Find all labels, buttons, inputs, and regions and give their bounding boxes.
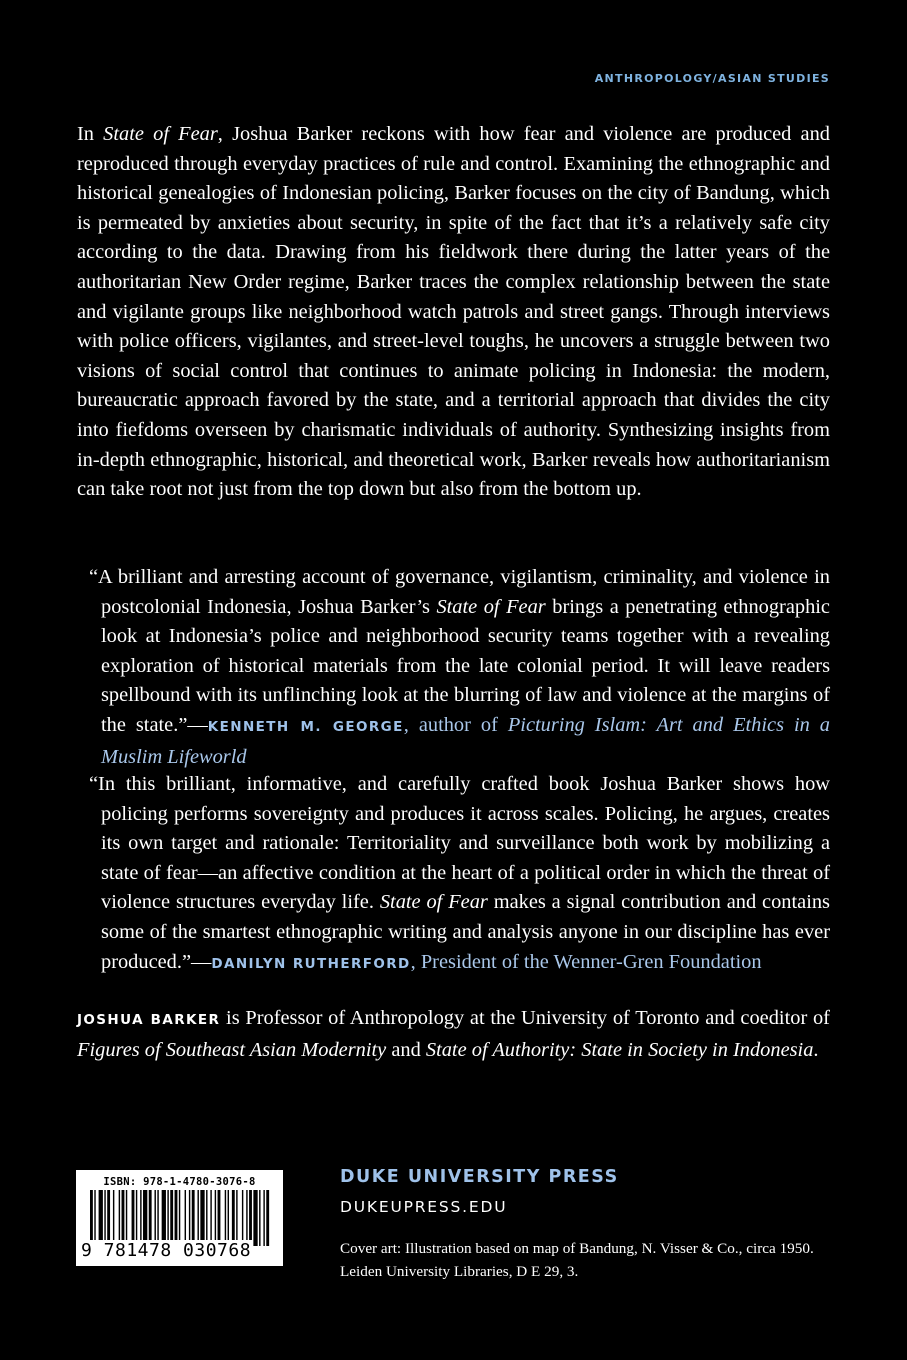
barcode-bar bbox=[246, 1190, 247, 1246]
barcode-bar bbox=[218, 1190, 221, 1246]
barcode-bar bbox=[104, 1190, 105, 1246]
book-description bbox=[77, 120, 830, 505]
barcode-bar bbox=[113, 1190, 114, 1246]
barcode-bar bbox=[192, 1190, 195, 1246]
praise2-text-b: makes a signal contribution and contains some of the smartest ethnographic writing and analysis anyone in our discipline has ever produced.”— bbox=[101, 891, 830, 973]
bio-author-name: JOSHUA BARKER bbox=[77, 1012, 221, 1028]
barcode-bar bbox=[236, 1190, 237, 1246]
cover-art-credit: Cover art: Illustration based on map of Bandung, N. Visser & Co., circa 1950. Leiden University Libraries, D E 29, 3. bbox=[340, 1240, 814, 1280]
barcode-bar bbox=[126, 1190, 127, 1246]
description-title: State of Fear bbox=[103, 123, 218, 145]
barcode-bar bbox=[189, 1190, 190, 1246]
barcode-bar bbox=[143, 1190, 147, 1246]
barcode-bar bbox=[253, 1190, 257, 1246]
barcode-bar bbox=[215, 1190, 216, 1246]
barcode-bar bbox=[259, 1190, 260, 1246]
praise-quote-george bbox=[77, 563, 830, 772]
barcode-bar bbox=[232, 1190, 235, 1246]
barcode-bar bbox=[179, 1190, 180, 1246]
barcode-bar bbox=[249, 1190, 252, 1246]
isbn-digits: 9 781478 030768 bbox=[81, 1240, 252, 1261]
praise-quote-rutherford bbox=[77, 770, 830, 979]
barcode-bar bbox=[149, 1190, 152, 1246]
barcode-bar bbox=[90, 1190, 93, 1246]
praise2-author-name: DANILYN RUTHERFORD bbox=[211, 955, 411, 972]
barcode-bars bbox=[90, 1190, 272, 1246]
barcode-bar bbox=[122, 1190, 125, 1246]
bio-text-c: . bbox=[813, 1038, 819, 1061]
bio-text-a: is Professor of Anthropology at the University of Toronto and coeditor of bbox=[220, 1007, 830, 1029]
barcode-bar bbox=[132, 1190, 135, 1246]
praise1-affiliation: , author of Picturing Islam: Art and Ethics in a Muslim Lifeworld bbox=[101, 713, 831, 768]
barcode-bar bbox=[197, 1190, 198, 1246]
bio-title-1: Figures of Southeast Asian Modernity bbox=[77, 1038, 387, 1061]
barcode-bar bbox=[99, 1190, 103, 1246]
praise1-text-b: brings a penetrating ethnographic look at Indonesia’s police and neighborhood security teams together with a revealing exploration of historical materials from the late colonial period. It will leave readers spellbound with its unflinching look at the blurring of law and violence at the margins of the state.”— bbox=[101, 595, 830, 736]
barcode-bar bbox=[162, 1190, 166, 1246]
barcode-bar bbox=[107, 1190, 110, 1246]
praise2-affiliation: , President of the Wenner-Gren Foundation bbox=[410, 950, 762, 973]
barcode-bar bbox=[206, 1190, 207, 1246]
praise1-title: State of Fear bbox=[436, 595, 546, 618]
barcode-bar bbox=[242, 1190, 243, 1246]
barcode-bar bbox=[175, 1190, 178, 1246]
barcode-bar bbox=[167, 1190, 168, 1246]
barcode-bar bbox=[136, 1190, 137, 1246]
description-intro: In bbox=[77, 123, 104, 145]
barcode-bar bbox=[140, 1190, 141, 1246]
description-body: , Joshua Barker reckons with how fear and violence are produced and reproduced through everyday practices of rule and control. Examining the ethnographic and historical genealogies of Indonesian policing, Barker focuses on the city of Bandung, which is permeated by anxieties about security, in spite of the fact that it’s a relatively safe city according to the data. Drawing from his fieldwork there during the latter years of the authoritarian New Order regime, Barker traces the complex relationship between the state and vigilante groups like neighborhood watch patrols and street gangs. Through interviews with police officers, vigilantes, and street-level toughs, he uncovers a struggle between two visions of social control that continues to animate policing in Indonesia: the modern, bureaucratic approach favored by the state, and a territorial approach that divides the city into fiefdoms overseen by charismatic individuals of authority. Synthesizing insights from in-depth ethnographic, historical, and theoretical work, Barker reveals how authoritarianism can take root not just from the top down but also from the bottom up. bbox=[77, 123, 830, 501]
barcode-bar bbox=[225, 1190, 226, 1246]
barcode-bar bbox=[266, 1190, 269, 1246]
category-label: ANTHROPOLOGY/ASIAN STUDIES bbox=[594, 72, 830, 85]
publisher-name: DUKE UNIVERSITY PRESS bbox=[340, 1167, 619, 1187]
barcode-bar bbox=[154, 1190, 155, 1246]
barcode-bar bbox=[119, 1190, 120, 1246]
praise1-text-a: “A brilliant and arresting account of governance, vigilantism, criminality, and violence in postcolonial Indonesia, Joshua Barker’s bbox=[89, 566, 830, 618]
praise1-author-name: KENNETH M. GEORGE bbox=[207, 718, 404, 735]
isbn-barcode bbox=[76, 1170, 283, 1266]
praise2-text-a: “In this brilliant, informative, and carefully crafted book Joshua Barker shows how policing performs sovereignty and produces it across scales. Policing, he argues, creates its own target and rationale: Territoriality and surveillance both work by mobilizing a state of fear—an affective condition at the heart of a political order in which the threat of violence structures everyday life. bbox=[89, 773, 830, 914]
barcode-bar bbox=[210, 1190, 211, 1246]
praise2-title: State of Fear bbox=[379, 891, 488, 914]
barcode-bar bbox=[170, 1190, 173, 1246]
bio-title-2: State of Authority: State in Society in Indonesia bbox=[425, 1038, 814, 1061]
barcode-bar bbox=[157, 1190, 158, 1246]
bio-text-b: and bbox=[386, 1038, 426, 1061]
barcode-bar bbox=[185, 1190, 186, 1246]
barcode-bar bbox=[228, 1190, 229, 1246]
publisher-website: DUKEUPRESS.EDU bbox=[340, 1198, 508, 1216]
barcode-bar bbox=[263, 1190, 264, 1246]
barcode-bar bbox=[200, 1190, 204, 1246]
isbn-label: ISBN: 978-1-4780-3076-8 bbox=[103, 1176, 256, 1188]
author-bio bbox=[77, 1004, 830, 1065]
barcode-bar bbox=[94, 1190, 95, 1246]
